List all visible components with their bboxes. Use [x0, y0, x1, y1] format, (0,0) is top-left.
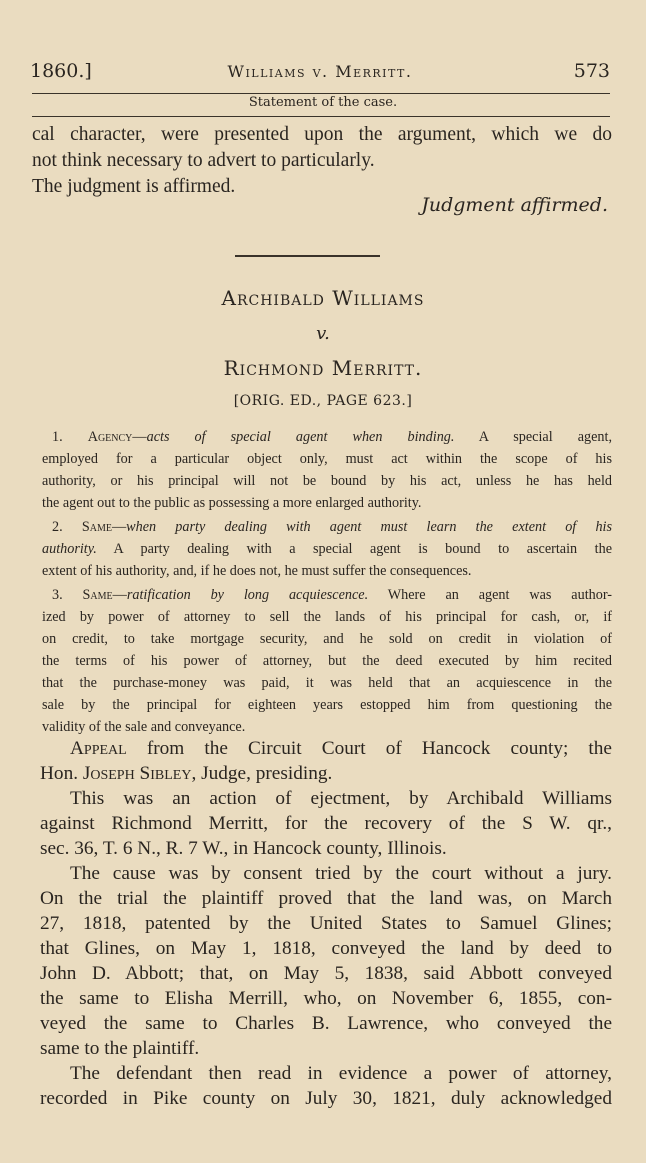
headnote-3 — [42, 584, 612, 738]
body-line: the same to Elisha Merrill, who, on November 6, 1855, con- — [40, 988, 612, 1009]
statement-rule — [32, 116, 610, 117]
body-line: recorded in Pike county on July 30, 1821, duly acknowledged — [40, 1088, 612, 1109]
headnote-text: on credit, to take mortgage security, and he sold on credit in violation of — [42, 631, 612, 647]
plaintiff-name: Archibald Williams — [221, 286, 425, 310]
appeal-lead: Appeal — [70, 738, 127, 759]
body-line: This was an action of ejectment, by Archibald Williams — [70, 788, 612, 809]
headnote-text: ized by power of attorney to sell the lands of his principal for cash, or, if — [42, 609, 612, 625]
versus: v. — [316, 323, 330, 344]
headnote-number: 1. — [52, 429, 63, 445]
statement-of-case: Statement of the case. — [248, 95, 398, 110]
page-number: 573 — [573, 60, 610, 82]
running-head — [30, 60, 610, 84]
headnote-text: sale by the principal for eighteen years estopped him from questioning the — [42, 697, 612, 713]
headnote-text: A party dealing with a special agent is bound to ascertain the — [96, 541, 612, 557]
appeal-text: from the Circuit Court of Hancock county; the — [126, 738, 612, 759]
headnote-subtopic: ratification by long acquiescence. — [126, 587, 369, 603]
carryover-line-2: not think necessary to advert to particularly. — [32, 150, 375, 171]
dash: — — [132, 429, 147, 445]
headnote-2 — [42, 516, 612, 582]
appeal-text: , Judge, presiding. — [191, 763, 333, 784]
headnote-text: the terms of his power of attorney, but the deed executed by him recited — [42, 653, 612, 669]
judge-name: Joseph Sibley — [82, 763, 192, 784]
carryover-line-1: cal character, were presented upon the argument, which we do — [32, 124, 612, 145]
top-rule — [32, 93, 610, 94]
headnote-text: Where an agent was author- — [368, 587, 612, 603]
dash: — — [112, 587, 127, 603]
headnote-topic: Same — [82, 587, 113, 603]
body-line: veyed the same to Charles B. Lawrence, who conveyed the — [40, 1013, 612, 1034]
headnote-number: 3. — [52, 587, 63, 603]
headnote-subtopic: when party dealing with agent must learn the extent of his — [126, 519, 612, 535]
headnote-text: employed for a particular object only, must act within the scope of his — [42, 451, 612, 467]
headnote-1 — [42, 426, 612, 514]
headnote-number: 2. — [52, 519, 63, 535]
headnote-text: that the purchase-money was paid, it was held that an acquiescence in the — [42, 675, 612, 691]
headnote-text: extent of his authority, and, if he does not, he must suffer the consequences. — [42, 563, 472, 579]
paragraph-appeal — [40, 736, 612, 786]
body-line: John D. Abbott; that, on May 5, 1838, said Abbott conveyed — [40, 963, 612, 984]
paragraph-ejectment — [40, 786, 612, 861]
headnote-subtopic: authority. — [42, 541, 97, 557]
headnote-text: A special agent, — [454, 429, 613, 445]
section-divider — [235, 255, 380, 257]
dash: — — [111, 519, 127, 535]
headnote-topic: Same — [81, 519, 112, 535]
paragraph-defendant — [40, 1061, 612, 1111]
body-line: against Richmond Merritt, for the recovery of the S W. qr., — [40, 813, 612, 834]
body-line: same to the plaintiff. — [40, 1038, 200, 1059]
judgment-affirmed: Judgment affirmed. — [421, 194, 608, 216]
appeal-text: Hon. — [40, 763, 83, 784]
body-line: The cause was by consent tried by the court without a jury. — [70, 863, 612, 884]
running-head-year: 1860.] — [30, 60, 92, 82]
body-line: that Glines, on May 1, 1818, conveyed the land by deed to — [40, 938, 612, 959]
headnotes — [42, 426, 612, 740]
body-line: sec. 36, T. 6 N., R. 7 W., in Hancock county, Illinois. — [40, 838, 447, 859]
headnote-text: the agent out to the public as possessing a more enlarged authority. — [42, 495, 422, 511]
carryover-text — [32, 122, 612, 200]
headnote-topic: Agency — [87, 429, 133, 445]
headnote-text: authority, or his principal will not be bound by his act, unless he has held — [42, 473, 612, 489]
body-line: The defendant then read in evidence a power of attorney, — [70, 1063, 612, 1084]
running-head-title: Williams v. Merritt. — [227, 62, 413, 81]
headnote-subtopic: acts of special agent when binding. — [146, 429, 455, 445]
paragraph-trial — [40, 861, 612, 1061]
body-line: On the trial the plaintiff proved that the land was, on March — [40, 888, 612, 909]
body-line: 27, 1818, patented by the United States to Samuel Glines; — [40, 913, 612, 934]
judgment-line: The judgment is affirmed. — [32, 176, 236, 197]
original-edition-page: [ORIG. ED., PAGE 623.] — [233, 393, 413, 409]
defendant-name: Richmond Merritt. — [223, 356, 423, 380]
headnote-text: validity of the sale and conveyance. — [42, 719, 246, 735]
opinion-body — [40, 736, 612, 1111]
